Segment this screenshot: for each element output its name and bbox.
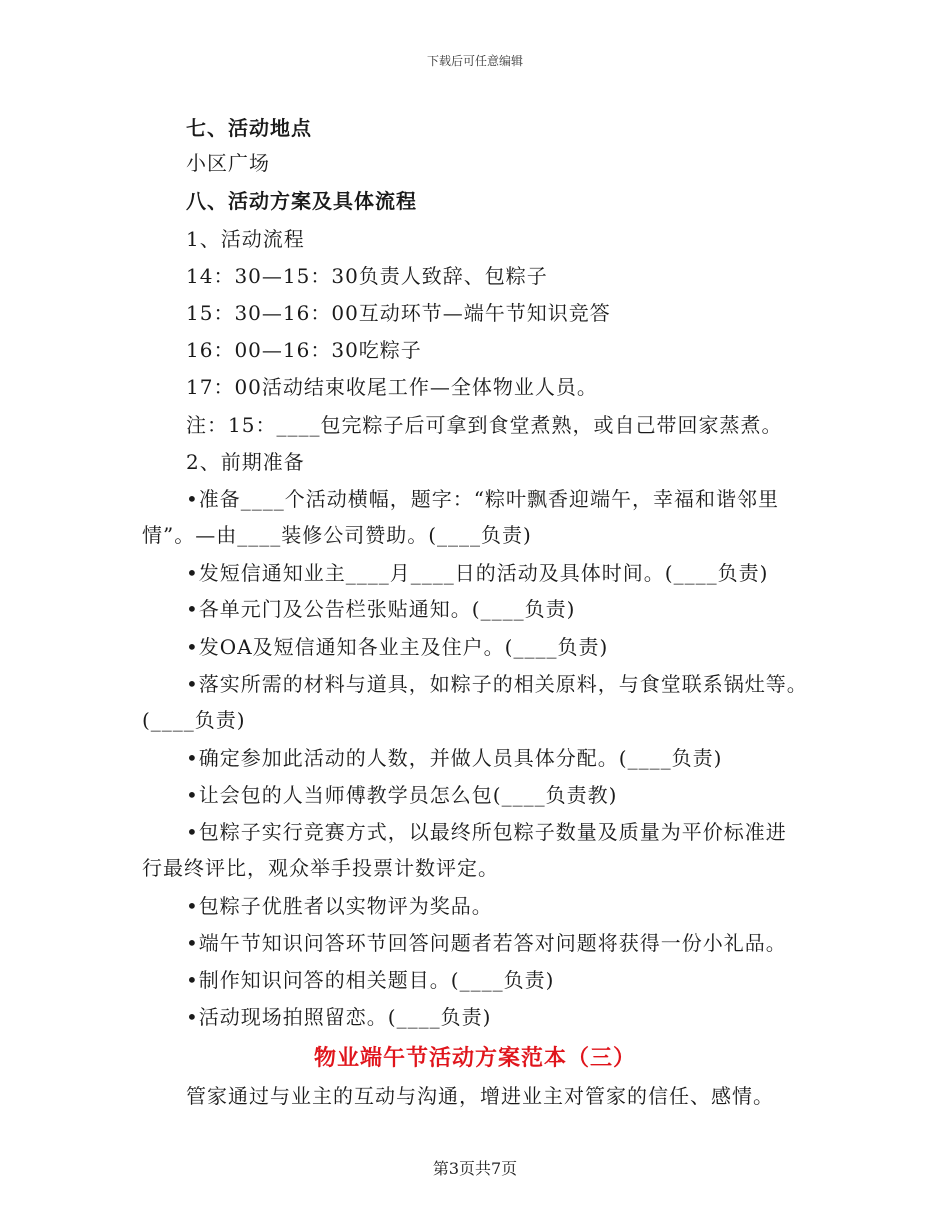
prep-item-6: •确定参加此活动的人数，并做人员具体分配。(____负责) xyxy=(186,746,723,770)
section-7-heading: 七、活动地点 xyxy=(186,116,312,140)
section-title: 物业端午节活动方案范本（三） xyxy=(313,1045,636,1071)
prep-item-12: •活动现场拍照留恋。(____负责) xyxy=(186,1005,492,1029)
prep-item-8-line-1: •包粽子实行竞赛方式，以最终所包粽子数量及质量为平价标准进 xyxy=(186,820,787,844)
closing-paragraph: 管家通过与业主的互动与沟通，增进业主对管家的信任、感情。 xyxy=(186,1084,774,1108)
page-footer: 第3页共7页 xyxy=(432,1159,518,1178)
prep-item-9: •包粽子优胜者以实物评为奖品。 xyxy=(186,894,493,918)
prep-item-11: •制作知识问答的相关题目。(____负责) xyxy=(186,968,555,992)
prep-item-8-line-2: 行最终评比，观众举手投票计数评定。 xyxy=(142,856,499,880)
flow-note: 注：15：____包完粽子后可拿到食堂煮熟，或自己带回家蒸煮。 xyxy=(186,413,783,437)
flow-heading: 1、活动流程 xyxy=(186,227,305,251)
prep-item-1-line-1: •准备____个活动横幅，题字：“粽叶飘香迎端午，幸福和谐邻里 xyxy=(186,487,780,511)
prep-item-5-line-2: (____负责) xyxy=(142,708,246,732)
section-8-heading: 八、活动方案及具体流程 xyxy=(186,189,417,213)
prep-item-10: •端午节知识问答环节回答问题者若答对问题将获得一份小礼品。 xyxy=(186,931,787,955)
page-header: 下载后可任意编辑 xyxy=(426,54,523,68)
flow-item-4: 17：00活动结束收尾工作—全体物业人员。 xyxy=(186,375,598,399)
prep-heading: 2、前期准备 xyxy=(186,450,305,474)
flow-item-3: 16：00—16：30吃粽子 xyxy=(186,338,422,362)
prep-item-2: •发短信通知业主____月____日的活动及具体时间。(____负责) xyxy=(186,561,769,585)
prep-item-3: •各单元门及公告栏张贴通知。(____负责) xyxy=(186,597,576,621)
prep-item-7: •让会包的人当师傅教学员怎么包(____负责教) xyxy=(186,783,618,807)
flow-item-1: 14：30—15：30负责人致辞、包粽子 xyxy=(186,264,548,288)
flow-item-2: 15：30—16：00互动环节—端午节知识竞答 xyxy=(186,301,611,325)
section-7-body: 小区广场 xyxy=(186,151,270,175)
prep-item-4: •发OA及短信通知各业主及住户。(____负责) xyxy=(186,635,609,659)
prep-item-1-line-2: 情”。—由____装修公司赞助。(____负责) xyxy=(142,523,532,547)
prep-item-5-line-1: •落实所需的材料与道具，如粽子的相关原料，与食堂联系锅灶等。 xyxy=(186,672,808,696)
